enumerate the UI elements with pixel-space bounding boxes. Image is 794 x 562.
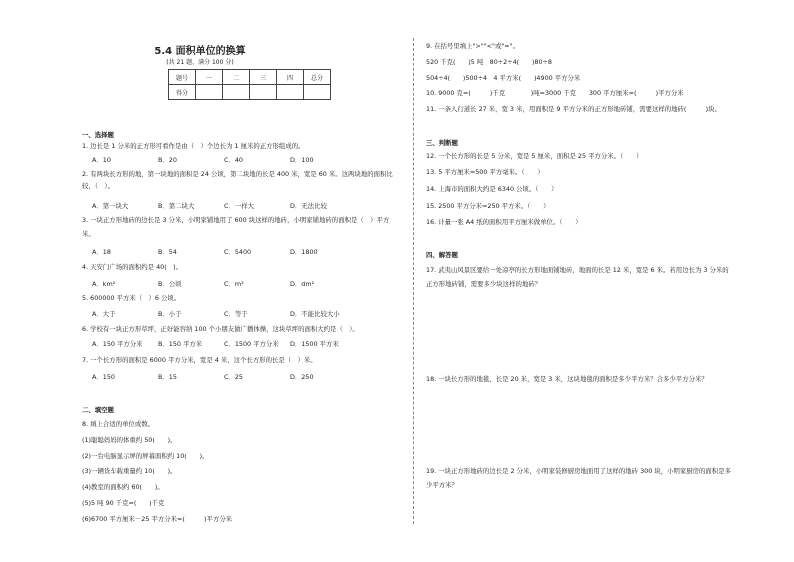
option-a: A．18 (92, 248, 111, 256)
score-cell: 二 (223, 70, 250, 85)
option-d: D．100 (290, 156, 314, 164)
question-17-cont: 正方形地砖铺，需要多少块这样的地砖？ (426, 280, 542, 288)
question-12: 12. 一个长方形的长是 5 分米，宽是 5 厘米，面积是 25 平方分米。（ ） (426, 152, 643, 160)
option-b: B．公顷 (158, 280, 182, 288)
score-cell: 四 (277, 70, 304, 85)
option-b: B．第二块大 (158, 202, 195, 210)
option-d: D．1800 (290, 248, 318, 256)
score-cell: 三 (250, 70, 277, 85)
question-2-cont: 较，（ ）。 (82, 182, 114, 190)
option-d: D．250 (290, 373, 314, 381)
page-title: 5.4 面积单位的换算 (154, 46, 246, 57)
question-3-cont: 米。 (82, 230, 95, 238)
option-c: C．等于 (224, 310, 248, 318)
question-8-part: (6)6700 平方厘米－25 平方分米=( )平方分米 (82, 515, 233, 523)
question-8-part: (5)5 吨 90 千克=( )千克 (82, 499, 165, 507)
option-b: B．54 (158, 248, 177, 256)
option-a: A．km² (92, 280, 116, 288)
score-cell (223, 85, 250, 100)
score-table (168, 69, 331, 100)
question-19: 19. 一块正方形地砖的边长是 2 分米，小明家装修厨房地面用了这样的地砖 300 块，小明家厨房的面积是多 (426, 467, 731, 475)
option-b: B．小于 (158, 310, 182, 318)
option-c: C．1500 平方分米 (224, 340, 279, 348)
score-cell (304, 85, 331, 100)
option-d: D．无法比较 (290, 202, 327, 210)
score-cell: 得分 (169, 85, 196, 100)
question-9-part: 520 千克( )5 吨 80÷2÷4( )80÷8 (426, 58, 552, 66)
option-c: C．5400 (224, 248, 252, 256)
score-cell: 题号 (169, 70, 196, 85)
option-c: C．一样大 (224, 202, 255, 210)
page-subtitle: (共 21 题，满分 100 分) (166, 59, 234, 66)
question-13: 13. 5 平方厘米=500 平方毫米。（ ） (426, 168, 544, 176)
column-divider (413, 38, 414, 524)
score-cell: 总分 (304, 70, 331, 85)
option-b: B．20 (158, 156, 177, 164)
question-1: 1. 边长是 1 分米的正方形可看作是由（ ）个边长为 1 厘米的正方形组成的。 (82, 142, 305, 150)
question-10: 10. 9000 克=( )千克 )吨=3000 千克 300 平方厘米=( )平方分米 (426, 89, 684, 97)
score-cell: 一 (196, 70, 223, 85)
question-8-part: (1)聪聪妈妈的体重约 50( )。 (82, 436, 177, 444)
option-a: A．150 (92, 373, 115, 381)
question-8-part: (4)教室的面积约 60( )。 (82, 483, 164, 491)
question-14: 14. 上海市的面积大约是 6340 公顷。（ ） (426, 185, 558, 193)
option-c: C．40 (224, 156, 243, 164)
question-6: 6. 学校有一块正方形草坪，正好能容纳 100 个小朋友做广播体操，这块草坪的面积大约是（ ）。 (82, 325, 359, 333)
question-8-part: (3)一辆货车载重量约 10( )。 (82, 467, 177, 475)
question-19-cont: 少平方米？ (426, 481, 458, 489)
question-11: 11. 一条人行道长 27 米，宽 3 米，用面积是 9 平方分米的正方形地砖铺，需要这样的地砖( )块。 (426, 105, 721, 113)
option-d: D．dm² (290, 280, 315, 288)
option-c: C．25 (224, 373, 243, 381)
option-d: D．不能比较大小 (290, 310, 340, 318)
question-8: 8. 填上合适的单位或数。 (82, 420, 155, 428)
question-8-part: (2)一台电脑显示屏的屏幕面积约 10( )。 (82, 452, 209, 460)
question-3: 3. 一块正方形地砖的边长是 3 分米，小明家铺地用了 600 块这样的地砖，小明家铺地砖的面积是（ ）平方 (82, 216, 390, 224)
option-a: A．150 平方分米 (92, 340, 143, 348)
score-cell (250, 85, 277, 100)
question-4: 4. 天安门广场的面积约是 40( )。 (82, 263, 182, 271)
question-2: 2. 有两块长方形的地，第一块地的面积是 24 公顷，第二块地的长是 400 米，宽是 60 米。这两块地的面积比 (82, 170, 393, 178)
option-a: A．大于 (92, 310, 116, 318)
question-16: 16. 计量一张 A4 纸的面积用平方厘米做单位。（ ） (426, 218, 582, 226)
question-5: 5. 600000 平方米（ ）6 公顷。 (82, 294, 181, 302)
option-b: B．150 平方米 (158, 340, 203, 348)
section-heading-fill: 二、填空题 (82, 406, 114, 414)
score-cell (277, 85, 304, 100)
score-table-score-row (169, 85, 331, 100)
section-heading-choice: 一、选择题 (82, 131, 114, 139)
question-7: 7. 一个长方形的面积是 6000 平方分米，宽是 4 米，这个长方形的长是（ ）米。 (82, 356, 317, 364)
question-15: 15. 2500 平方分米=250 平方米。（ ） (426, 202, 550, 210)
score-table-header-row (169, 70, 331, 85)
option-d: D．1500 平方米 (290, 340, 339, 348)
score-cell (196, 85, 223, 100)
section-heading-judge: 三、判断题 (426, 139, 458, 147)
option-a: A．第一块大 (92, 202, 129, 210)
section-heading-solve: 四、解答题 (426, 251, 458, 259)
question-17: 17. 武夷山风景区要给一处凉亭的长方形地面铺地砖，地面的长是 12 米，宽是 6 米。若用边长为 3 分米的 (426, 266, 729, 274)
option-c: C．m² (224, 280, 244, 288)
question-9: 9. 在括号里填上">""<"或"="。 (426, 42, 519, 50)
question-9-part: 504÷4( )500÷4 4 平方米( )4900 平方分米 (426, 74, 581, 82)
question-18: 18. 一块长方形的地毯，长是 20 米，宽是 3 米，这块地毯的面积是多少平方米？合多少平方分米？ (426, 375, 708, 383)
option-b: B．15 (158, 373, 177, 381)
option-a: A．10 (92, 156, 111, 164)
